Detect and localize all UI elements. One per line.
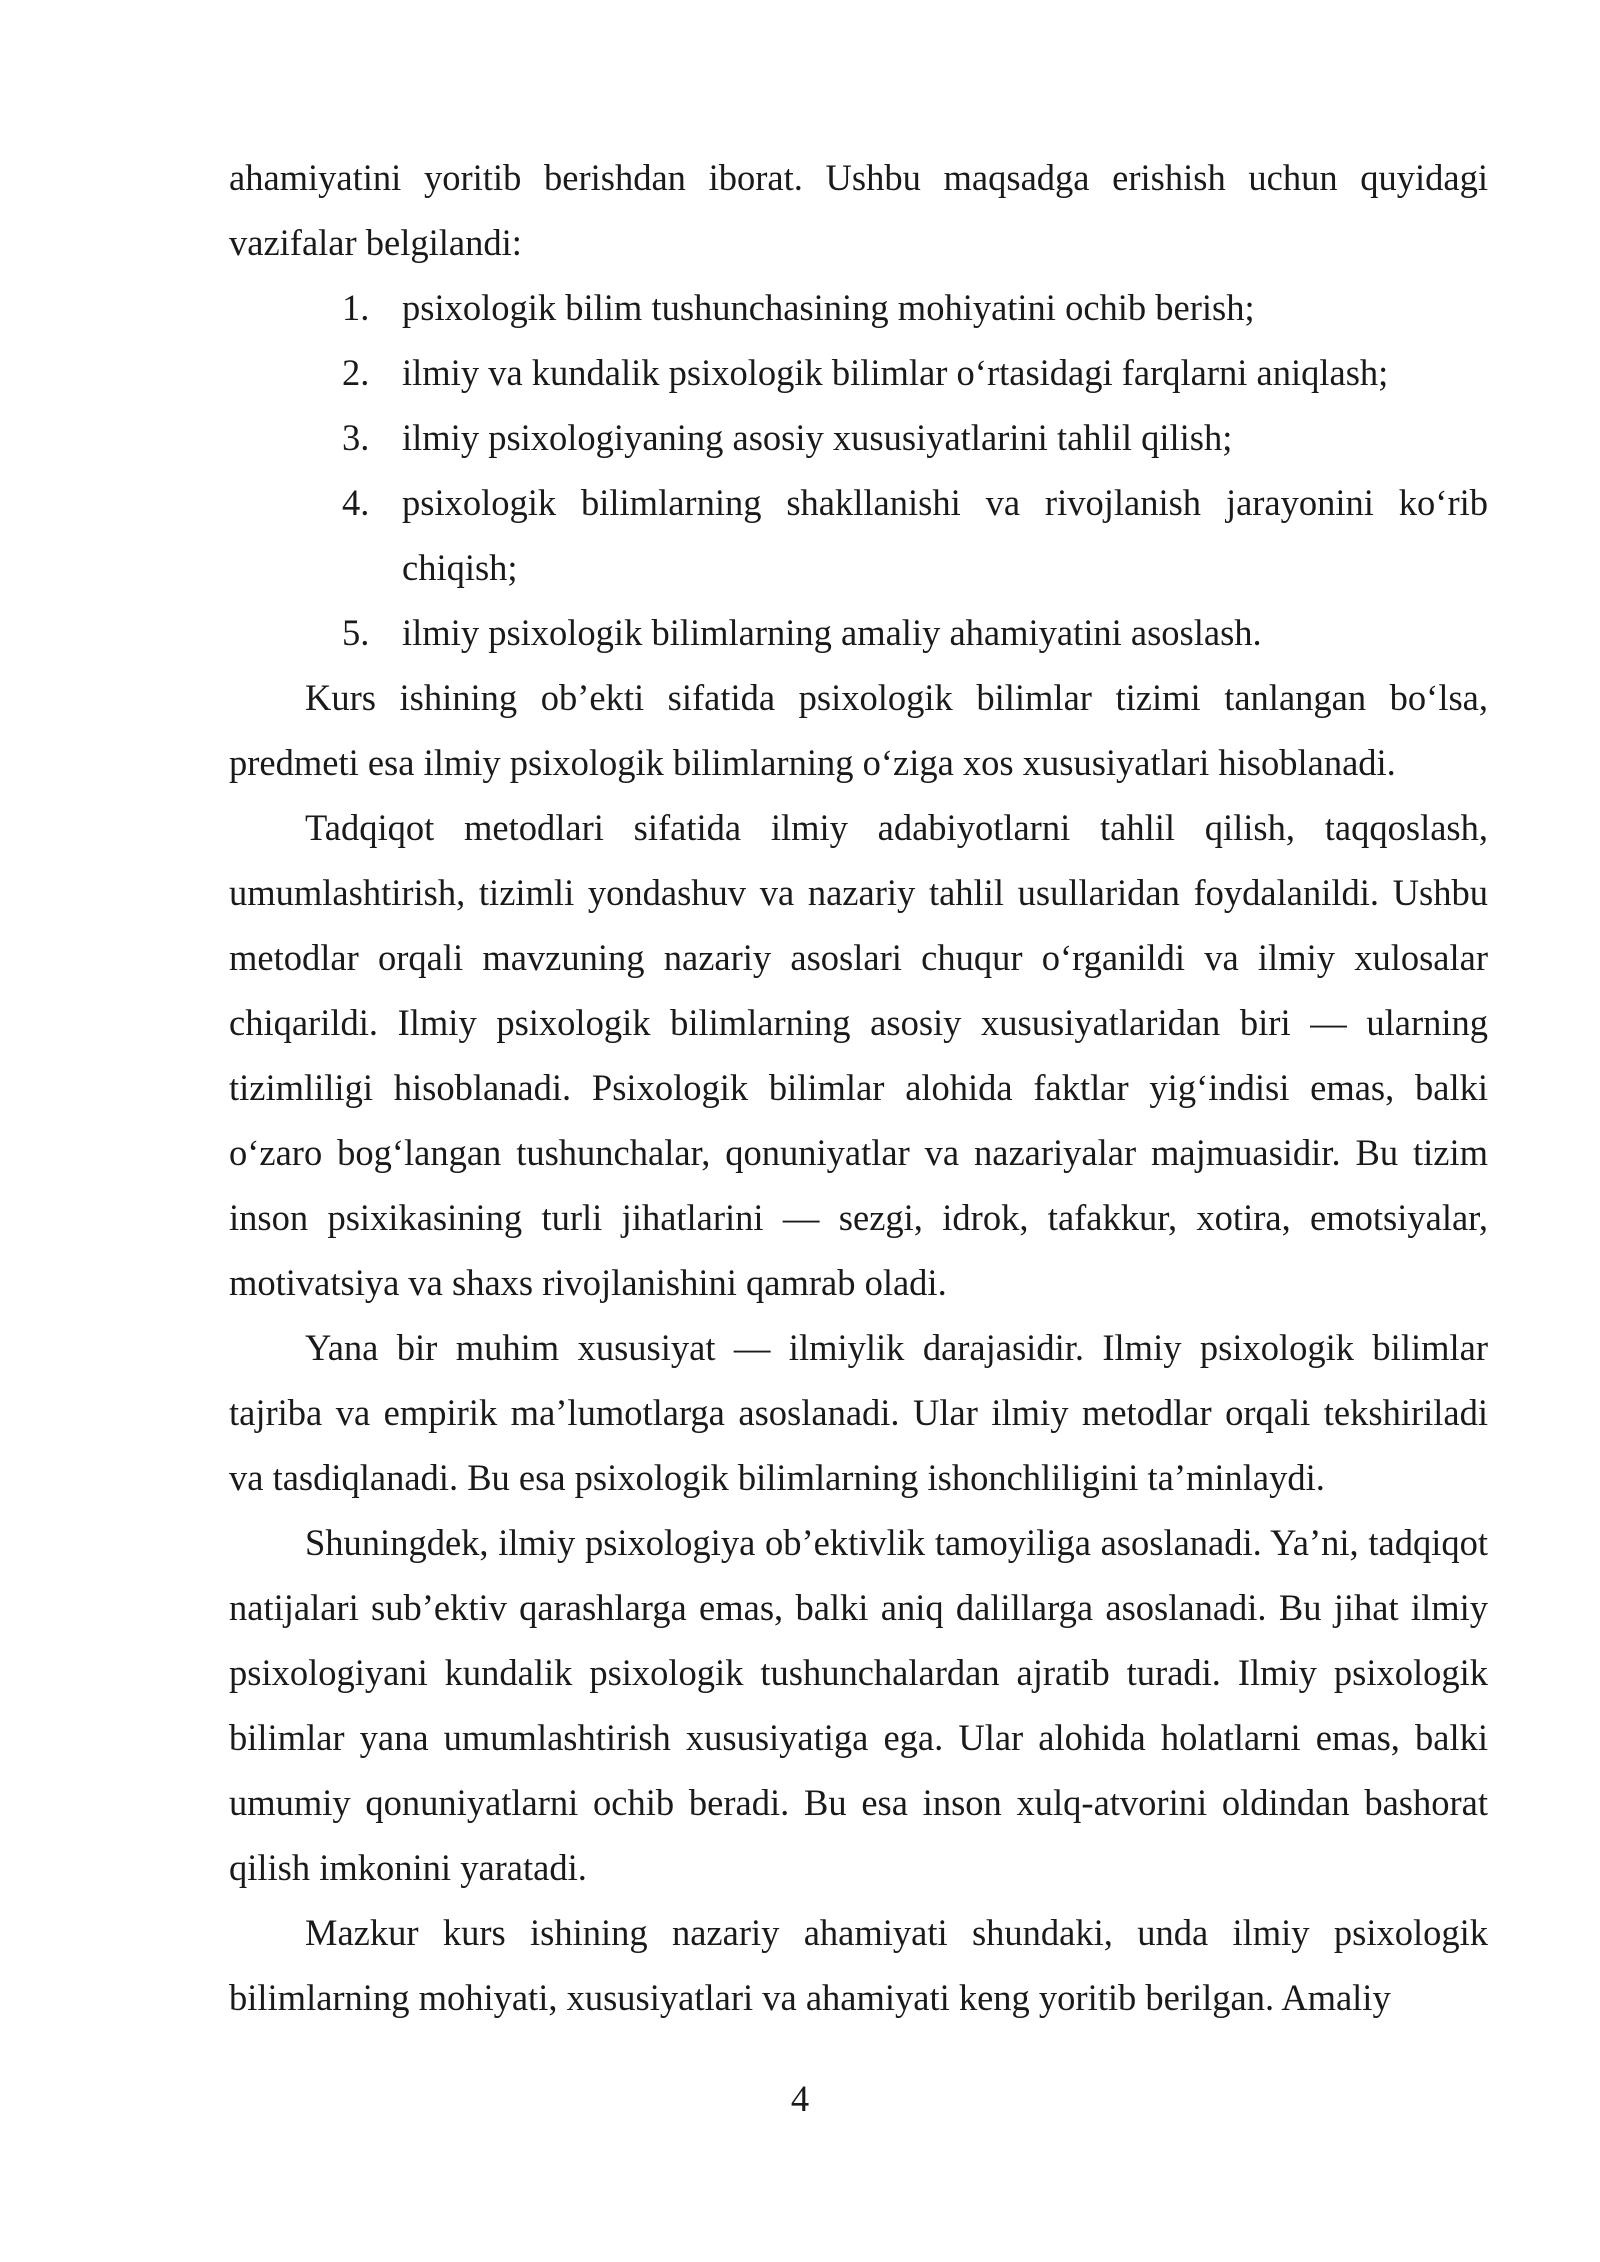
list-item-text: ilmiy va kundalik psixologik bilimlar o‘rtasidagi farqlarni aniqlash;: [402, 352, 1389, 393]
tasks-list: [229, 275, 1488, 665]
paragraph-object-subject: Kurs ishining ob’ekti sifatida psixologik bilimlar tizimi tanlangan bo‘lsa, predmeti esa ilmiy psixologik bilimlarning o‘ziga xos xususiyatlari hisoblanadi.: [229, 677, 1488, 783]
list-item-number: 1.: [342, 287, 370, 328]
paragraph-methods: Tadqiqot metodlari sifatida ilmiy adabiyotlarni tahlil qilish, taqqoslash, umumlashtirish, tizimli yondashuv va nazariy tahlil usullaridan foydalanildi. Ushbu metodlar orqali mavzuning nazariy asoslari chuqur o‘rganildi va ilmiy xulosalar chiqarildi. Ilmiy psixologik bilimlarning asosiy xususiyatlaridan biri — ularning tizimliligi hisoblanadi. Psixologik bilimlar alohida faktlar yig‘indisi emas, balki o‘zaro bog‘langan tushunchalar, qonuniyatlar va nazariyalar majmuasidir. Bu tizim inson psixikasining turli jihatlarini — sezgi, idrok, tafakkur, xotira, emotsiyalar, motivatsiya va shaxs rivojlanishini qamrab oladi.: [229, 807, 1488, 1303]
paragraph-objectivity: Shuningdek, ilmiy psixologiya ob’ektivlik tamoyiliga asoslanadi. Ya’ni, tadqiqot natijalari sub’ektiv qarashlarga emas, balki aniq dalillarga asoslanadi. Bu jihat ilmiy psixologiyani kundalik psixologik tushunchalardan ajratib turadi. Ilmiy psixologik bilimlar yana umumlashtirish xususiyatiga ega. Ular alohida holatlarni emas, balki umumiy qonuniyatlarni ochib beradi. Bu esa inson xulq-atvorini oldindan bashorat qilish imkonini yaratadi.: [229, 1522, 1488, 1888]
paragraph-significance: Mazkur kurs ishining nazariy ahamiyati shundaki, unda ilmiy psixologik bilimlarning mohiyati, xususiyatlari va ahamiyati keng yoritib berilgan. Amaliy: [229, 1912, 1488, 2018]
list-item-text: psixologik bilimlarning shakllanishi va rivojlanish jarayonini ko‘rib chiqish;: [402, 482, 1488, 588]
paragraph-scientific-level: Yana bir muhim xususiyat — ilmiylik darajasidir. Ilmiy psixologik bilimlar tajriba va empirik ma’lumotlarga asoslanadi. Ular ilmiy metodlar orqali tekshiriladi va tasdiqlanadi. Bu esa psixologik bilimlarning ishonchliligini ta’minlaydi.: [229, 1327, 1488, 1498]
page-number: 4: [790, 2078, 810, 2119]
list-item: [342, 340, 1488, 405]
list-item-number: 2.: [342, 352, 370, 393]
list-item-number: 3.: [342, 417, 370, 458]
intro-paragraph: ahamiyatini yoritib berishdan iborat. Ushbu maqsadga erishish uchun quyidagi vazifalar belgilandi:: [229, 157, 1488, 263]
document-page: [229, 145, 1488, 2030]
list-item-text: psixologik bilim tushunchasining mohiyatini ochib berish;: [402, 287, 1255, 328]
list-item-text: ilmiy psixologik bilimlarning amaliy ahamiyatini asoslash.: [402, 612, 1262, 653]
list-item: [342, 470, 1488, 600]
list-item: [342, 275, 1488, 340]
list-item-number: 4.: [342, 482, 370, 523]
list-item: [342, 405, 1488, 470]
list-item-number: 5.: [342, 612, 370, 653]
list-item-text: ilmiy psixologiyaning asosiy xususiyatlarini tahlil qilish;: [402, 417, 1233, 458]
list-item: [342, 600, 1488, 665]
